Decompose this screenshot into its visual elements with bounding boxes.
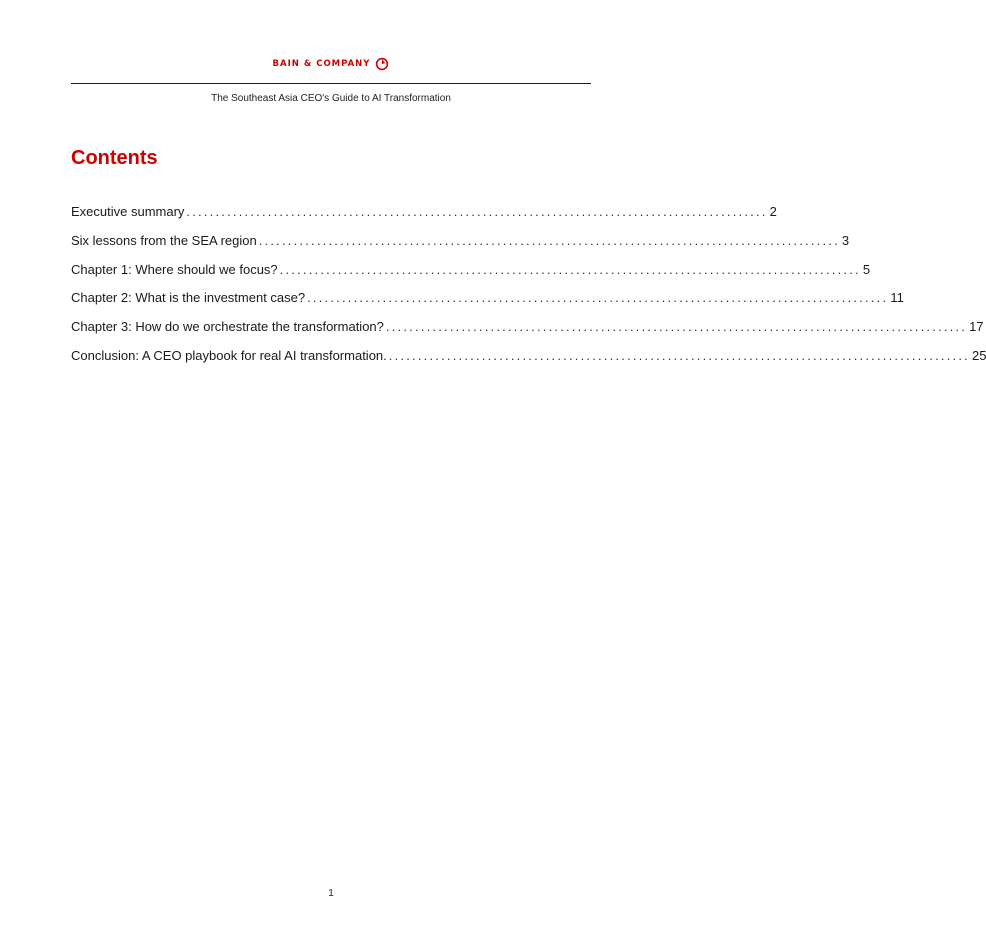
toc-entry-executive-summary[interactable] xyxy=(71,204,777,233)
toc-entry-page: 11 xyxy=(890,290,904,306)
report-title: The Southeast Asia CEO's Guide to AI Transformation xyxy=(211,93,451,104)
toc-entry-label: Six lessons from the SEA region xyxy=(71,232,257,248)
toc-entry-conclusion[interactable] xyxy=(71,347,986,377)
bain-compass-icon xyxy=(375,57,389,71)
toc-entry-six-lessons[interactable] xyxy=(71,232,850,262)
page-number: 1 xyxy=(328,888,334,899)
brand-logo xyxy=(0,57,662,71)
toc-entry-chapter-1[interactable] xyxy=(71,261,871,291)
toc-entry-chapter-2[interactable] xyxy=(71,290,904,319)
header-divider xyxy=(71,83,591,84)
toc-entry-page: 25 xyxy=(971,347,986,363)
toc-entry-label: Conclusion: A CEO playbook for real AI transformation. xyxy=(71,347,387,363)
toc-entry-page: 17 xyxy=(969,319,984,335)
table-of-contents xyxy=(71,204,986,377)
toc-leader-dots: .................................................................................................... xyxy=(279,261,861,277)
toc-leader-dots: .................................................................................................... xyxy=(186,204,768,219)
toc-entry-label: Executive summary xyxy=(71,204,185,219)
contents-heading: Contents xyxy=(71,147,158,169)
brand-name: BAIN & COMPANY xyxy=(272,59,371,69)
toc-entry-page: 2 xyxy=(769,204,777,219)
toc-leader-dots: .................................................................................................... xyxy=(258,232,840,248)
toc-entry-page: 5 xyxy=(862,261,871,277)
toc-leader-dots: .................................................................................................... xyxy=(307,290,889,306)
toc-leader-dots: .................................................................................................... xyxy=(388,347,970,363)
toc-leader-dots: .................................................................................................... xyxy=(385,319,968,335)
toc-entry-chapter-3[interactable] xyxy=(71,319,984,348)
toc-entry-page: 3 xyxy=(841,232,850,248)
toc-entry-label: Chapter 2: What is the investment case? xyxy=(71,290,306,306)
toc-entry-label: Chapter 1: Where should we focus? xyxy=(71,261,278,277)
toc-entry-label: Chapter 3: How do we orchestrate the transformation? xyxy=(71,319,384,335)
